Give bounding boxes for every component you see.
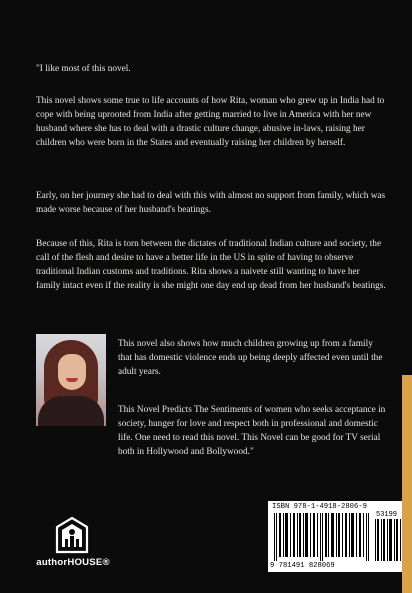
ean-barcode-bars xyxy=(272,513,372,561)
price-addon-text: 53199 xyxy=(376,511,398,519)
spine-edge xyxy=(402,0,412,593)
review-paragraph-1: This novel shows some true to life accounts of how Rita, woman who grew up in India had to cope with being uprooted from India after getting married to live in America with her new husband where she has to deal with a drastic culture change, abusive in-laws, raising her children who were born in the States and eventually raising her children by herself. xyxy=(36,96,385,149)
ean-number-text: 9 781491 828069 xyxy=(270,562,335,570)
review-opening-line: "I like most of this novel. xyxy=(36,64,131,74)
addon-barcode-bars xyxy=(374,519,404,561)
publisher-name: authorHOUSE® xyxy=(36,557,110,568)
gold-accent-stripe xyxy=(402,375,412,593)
isbn-text: ISBN 978-1-4918-2806-9 xyxy=(272,503,367,511)
authorhouse-logo-icon xyxy=(54,516,90,554)
review-paragraph-5: This Novel Predicts The Sentiments of women who seeks acceptance in society, hunger for love and respect both in professional and domestic life. One need to read this novel. This Novel can be good for TV serial both in Hollywood and Bollywood." xyxy=(118,405,386,458)
author-photo xyxy=(36,334,106,426)
review-paragraph-2: Early, on her journey she had to deal with this with almost no support from family, which was made worse because of her husband's beatings. xyxy=(36,191,386,216)
review-paragraph-3: Because of this, Rita is torn between the dictates of traditional Indian culture and society, the call of the flesh and desire to have a better life in the US in spite of having to observe traditional Indian customs and traditions. Rita shows a naivete still wanting to have her family intact even if the reality is she might one day end up dead from her husband's beatings. xyxy=(36,239,386,292)
review-paragraph-4: This novel also shows how much children growing up from a family that has domestic violence ends up being deeply affected even until the adult years. xyxy=(118,339,383,378)
publisher-logo xyxy=(28,516,118,576)
isbn-barcode xyxy=(268,501,408,572)
